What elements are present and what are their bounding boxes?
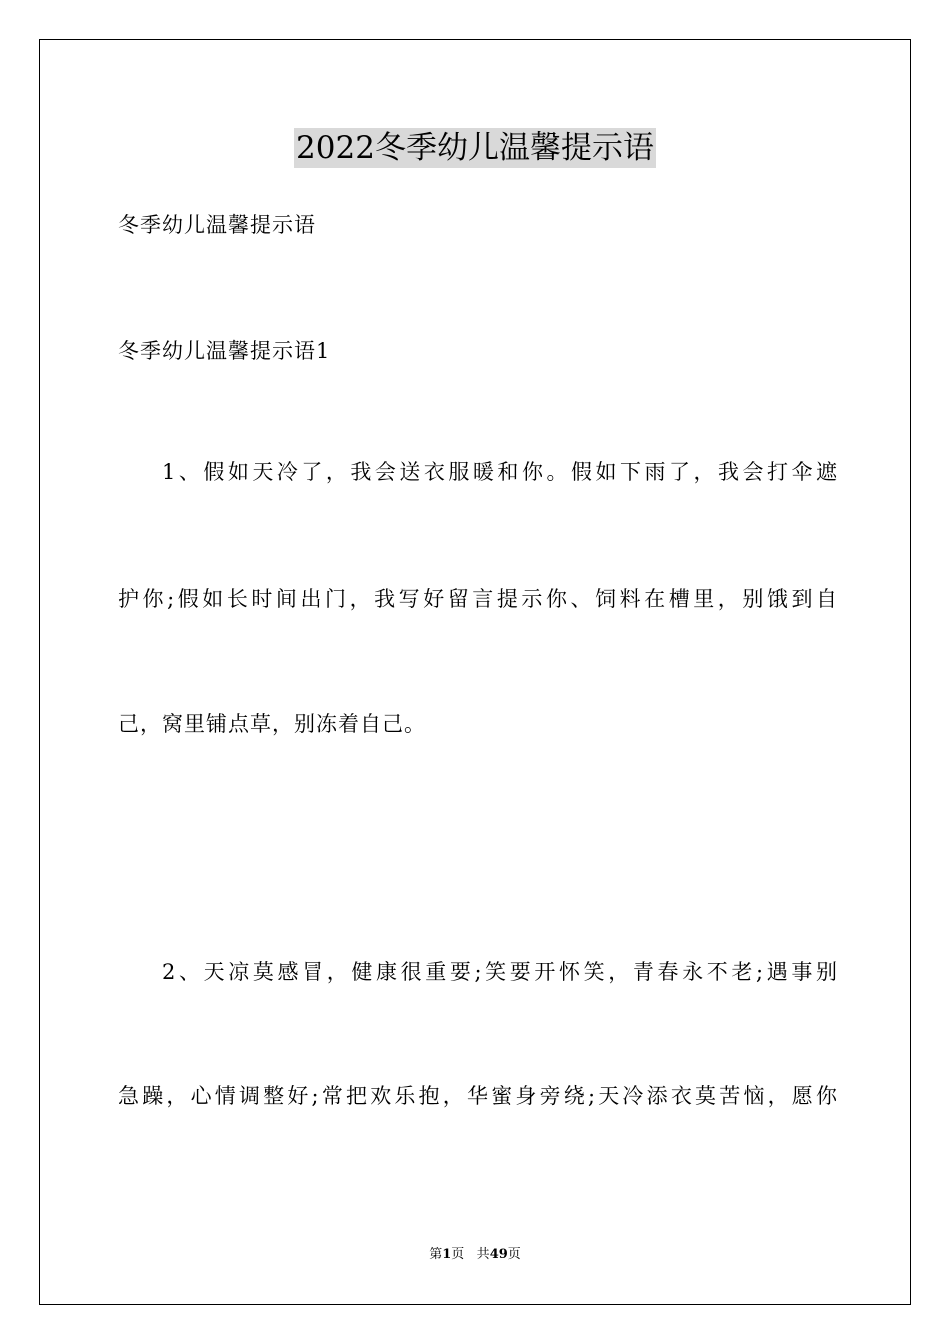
paragraph1-line2: 护你;假如长时间出门，我写好留言提示你、饲料在槽里，别饿到自: [118, 587, 838, 611]
page-footer: [0, 1246, 950, 1264]
paragraph1-line3: 己，窝里铺点草，别冻着自己。: [118, 712, 426, 736]
footer-total-suffix: 页: [507, 1247, 521, 1262]
title-container: [0, 128, 950, 168]
paragraph2-line1: 2、天凉莫感冒，健康很重要;笑要开怀笑，青春永不老;遇事别: [162, 960, 838, 984]
subtitle: 冬季幼儿温馨提示语: [118, 213, 316, 237]
paragraph1-line1: 1、假如天冷了，我会送衣服暖和你。假如下雨了，我会打伞遮: [162, 460, 838, 484]
footer-prefix: 第: [429, 1247, 443, 1262]
section-heading: 冬季幼儿温馨提示语1: [118, 339, 331, 363]
paragraph2-line2: 急躁，心情调整好;常把欢乐抱，华蜜身旁绕;天冷添衣莫苦恼，愿你: [118, 1084, 838, 1108]
document-title: 2022冬季幼儿温馨提示语: [296, 130, 654, 166]
footer-page-suffix: 页: [451, 1247, 465, 1262]
footer-total-prefix: 共: [476, 1247, 490, 1262]
footer-page-number: 1: [442, 1247, 452, 1262]
footer-total-pages: 49: [489, 1247, 508, 1262]
